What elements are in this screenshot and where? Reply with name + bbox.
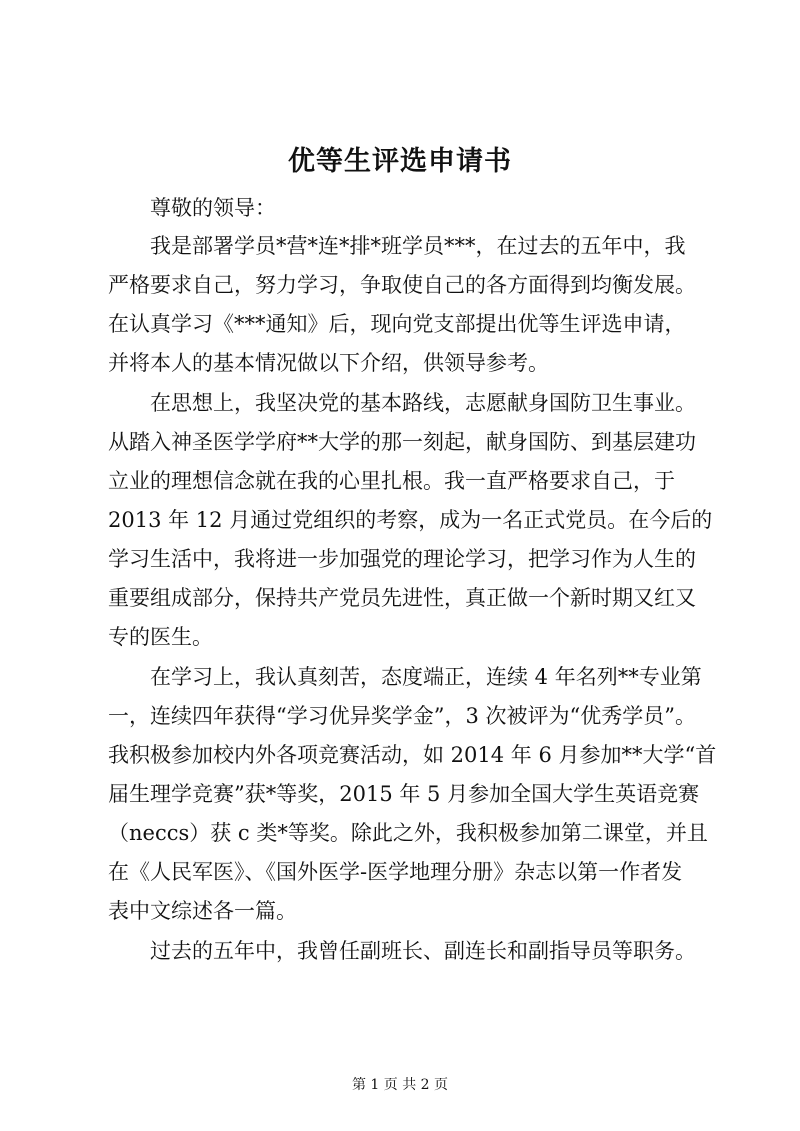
paragraph-line: 我积极参加校内外各项竞赛活动，如 2014 年 6 月参加**大学“首 — [108, 743, 717, 767]
paragraph-line: 学习生活中，我将进一步加强党的理论学习，把学习作为人生的 — [108, 547, 696, 571]
paragraph-line: 过去的五年中，我曾任副班长、副连长和副指导员等职务。 — [150, 939, 696, 963]
paragraph-line: 届生理学竞赛”获*等奖，2015 年 5 月参加全国大学生英语竞赛 — [108, 782, 700, 806]
paragraph-line: （neccs）获 c 类*等奖。除此之外，我积极参加第二课堂，并且 — [108, 821, 708, 845]
paragraph-line: 在学习上，我认真刻苦，态度端正，连续 4 年名列**专业第 — [150, 665, 702, 689]
paragraph-line: 我是部署学员*营*连*排*班学员***，在过去的五年中，我 — [150, 234, 686, 258]
paragraph-line: 并将本人的基本情况做以下介绍，供领导参考。 — [108, 351, 549, 375]
paragraph-line: 一，连续四年获得“学习优异奖学金”，3 次被评为“优秀学员”。 — [108, 704, 696, 728]
paragraph-line: 专的医生。 — [108, 625, 213, 649]
salutation: 尊敬的领导： — [150, 196, 276, 220]
paragraph-line: 重要组成部分，保持共产党员先进性，真正做一个新时期又红又 — [108, 586, 696, 610]
paragraph-line: 在思想上，我坚决党的基本路线，志愿献身国防卫生事业。 — [150, 391, 696, 415]
paragraph-line: 立业的理想信念就在我的心里扎根。我一直严格要求自己，于 — [108, 469, 675, 493]
paragraph-line: 2013 年 12 月通过党组织的考察，成为一名正式党员。在今后的 — [108, 508, 713, 532]
paragraph-line: 在《人民军医》、《国外医学-医学地理分册》杂志以第一作者发 — [108, 860, 683, 884]
paragraph-line: 表中文综述各一篇。 — [108, 899, 297, 923]
page-indicator: 第 1 页 共 2 页 — [351, 1077, 449, 1093]
paragraph-line: 从踏入神圣医学学府**大学的那一刻起，献身国防、到基层建功 — [108, 430, 696, 454]
document-title: 优等生评选申请书 — [288, 146, 512, 177]
paragraph-line: 严格要求自己，努力学习，争取使自己的各方面得到均衡发展。 — [108, 273, 696, 297]
paragraph-line: 在认真学习《***通知》后，现向党支部提出优等生评选申请， — [108, 312, 686, 336]
